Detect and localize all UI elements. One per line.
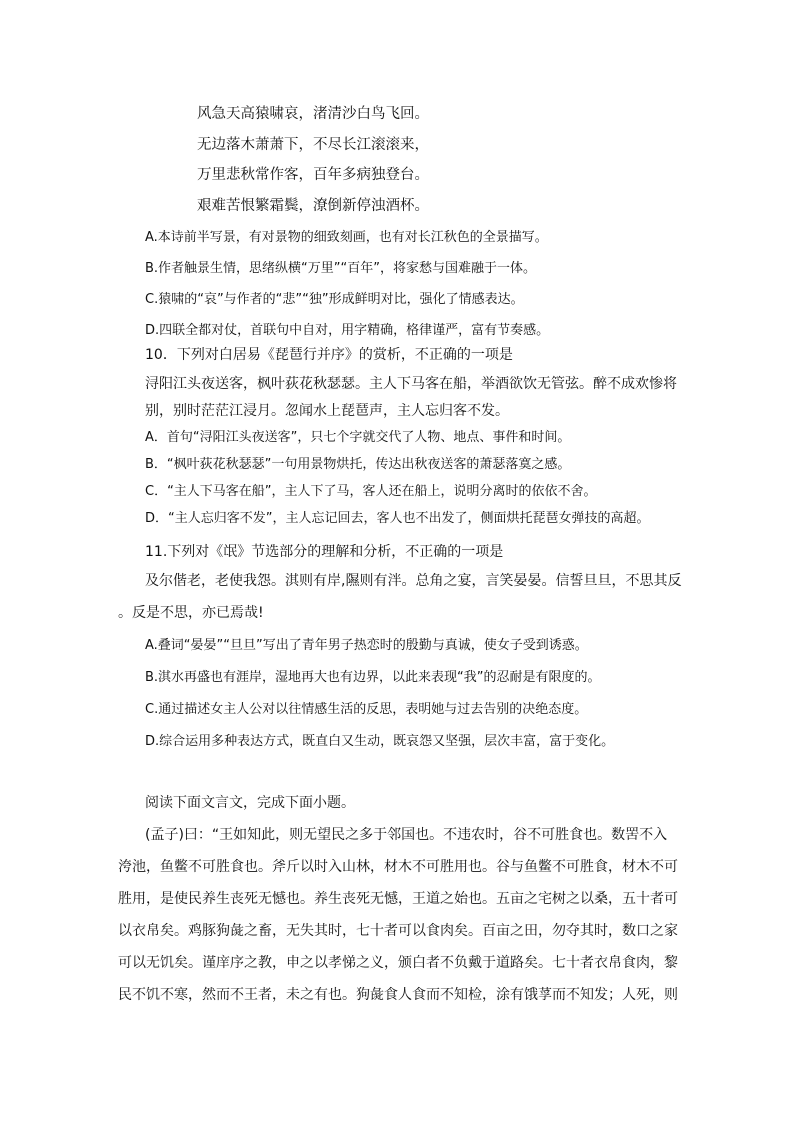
q10-option-b: B．“枫叶荻花秋瑟瑟”一句用景物烘托，传达出秋夜送客的萧瑟落寞之感。 (145, 457, 571, 472)
q11-question: 11.下列对《氓》节选部分的理解和分析，不正确的一项是 (145, 544, 504, 560)
reading-passage-line: 胜用，是使民养生丧死无憾也。养生丧死无憾，王道之始也。五亩之宅树之以桑，五十者可 (118, 891, 678, 907)
reading-passage-line: (孟子)曰：“王如知此，则无望民之多于邻国也。不违农时，谷不可胜食也。数罟不入 (145, 827, 668, 843)
reading-passage-line: 民不饥不寒，然而不王者，未之有也。狗彘食人食而不知检，涂有饿莩而不知发；人死，则 (118, 987, 678, 1003)
q11-option-b: B.淇水再盛也有涯岸，湿地再大也有边界，以此来表现“我”的忍耐是有限度的。 (145, 670, 601, 685)
q10-passage-line: 别，别时茫茫江浸月。忽闻水上琵琶声，主人忘归客不发。 (145, 403, 509, 419)
poem-line: 风急天高猿啸哀，渚清沙白鸟飞回。 (197, 106, 429, 122)
poem-line: 无边落木萧萧下，不尽长江滚滚来， (197, 137, 429, 153)
poem-line: 万里悲秋常作客，百年多病独登台。 (197, 167, 429, 183)
reading-passage-line: 以衣帛矣。鸡豚狗彘之畜，无失其时，七十者可以食肉矣。百亩之田，勿夺其时，数口之家 (118, 923, 678, 939)
q9-option-b: B.作者触景生情，思绪纵横“万里”“百年”，将家愁与国难融于一体。 (145, 261, 536, 276)
q10-option-d: D．“主人忘归客不发”，主人忘记回去，客人也不出发了，侧面烘托琵琶女弹技的高超。 (145, 511, 650, 526)
q11-option-d: D.综合运用多种表达方式，既直白又生动，既哀怨又坚强，层次丰富，富于变化。 (145, 734, 615, 749)
q11-option-c: C.通过描述女主人公对以往情感生活的反思，表明她与过去告别的决绝态度。 (145, 702, 588, 717)
q10-option-c: C．“主人下马客在船”，主人下了马，客人还在船上，说明分离时的依依不舍。 (145, 484, 597, 499)
reading-passage-line: 洿池，鱼鳖不可胜食也。斧斤以时入山林，材木不可胜用也。谷与鱼鳖不可胜食，材木不可 (118, 859, 678, 875)
reading-instruction: 阅读下面文言文，完成下面小题。 (145, 795, 355, 811)
q11-option-a: A.叠词“晏晏”“旦旦”写出了青年男子热恋时的殷勤与真诚，使女子受到诱惑。 (145, 638, 588, 653)
q10-question: 10．下列对白居易《琵琶行并序》的赏析，不正确的一项是 (145, 347, 513, 363)
q10-passage-line: 浔阳江头夜送客，枫叶荻花秋瑟瑟。主人下马客在船，举酒欲饮无管弦。醉不成欢惨将 (145, 376, 677, 392)
reading-passage-line: 可以无饥矣。谨庠序之教，申之以孝悌之义，颁白者不负戴于道路矣。七十者衣帛食肉，黎 (118, 955, 678, 971)
q11-passage-line: 。反是不思，亦已焉哉! (118, 605, 264, 621)
q9-option-c: C.猿啸的“哀”与作者的“悲”“独”形成鲜明对比，强化了情感表达。 (145, 292, 524, 307)
q11-passage-line: 及尔偕老，老使我怨。淇则有岸,隰则有泮。总角之宴，言笑晏晏。信誓旦旦，不思其反 (145, 573, 682, 589)
poem-line: 艰难苦恨繁霜鬓，潦倒新停浊酒杯。 (197, 198, 429, 214)
q9-option-a: A.本诗前半写景，有对景物的细致刻画，也有对长江秋色的全景描写。 (145, 230, 548, 245)
q10-option-a: A．首句“浔阳江头夜送客”，只七个字就交代了人物、地点、事件和时间。 (145, 430, 571, 445)
q9-option-d: D.四联全都对仗，首联句中自对，用字精确，格律谨严，富有节奏感。 (145, 323, 550, 338)
